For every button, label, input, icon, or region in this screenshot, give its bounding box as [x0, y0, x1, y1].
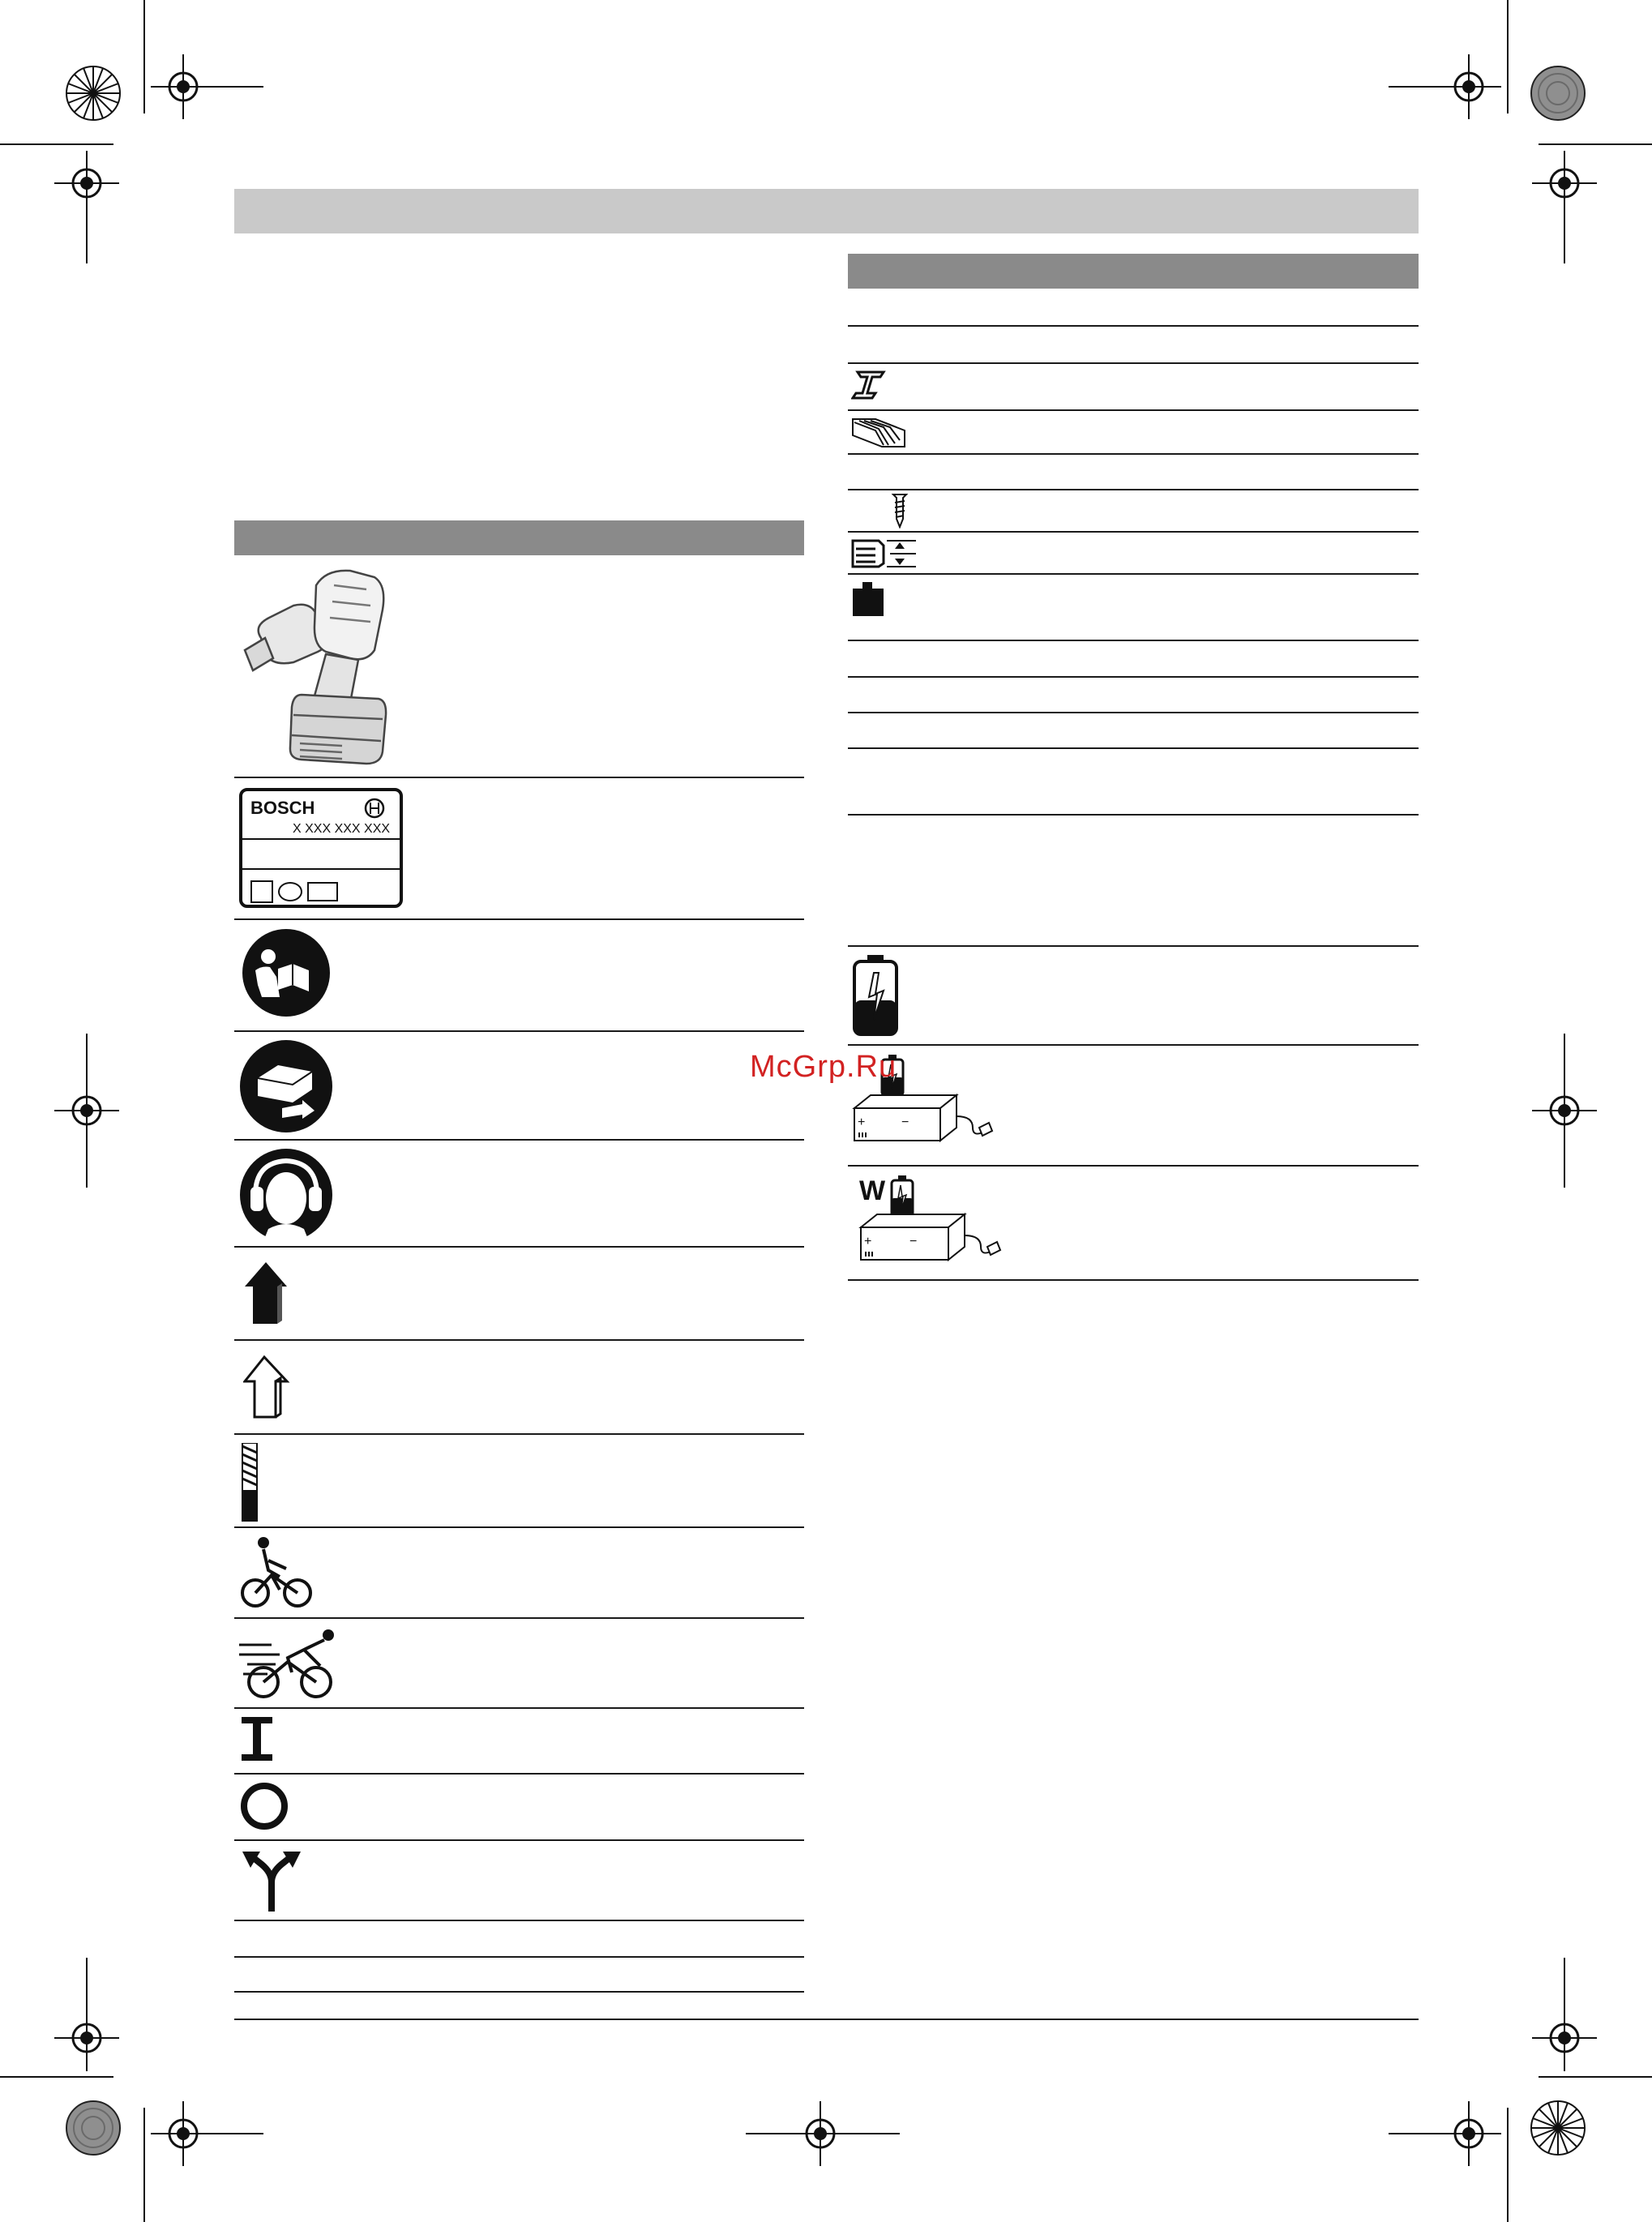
right-row-divider-10 — [848, 712, 1419, 713]
right-row-divider-11 — [848, 747, 1419, 749]
battery-charge-icon — [851, 953, 901, 1038]
arrow-up-outline-icon — [243, 1354, 292, 1420]
page-header-bar — [234, 189, 1419, 233]
rating-plate-icon — [239, 788, 403, 908]
arrow-up-filled-icon — [243, 1261, 292, 1325]
slow-cyclist-icon — [239, 1536, 320, 1611]
read-manual-icon — [238, 928, 335, 1017]
right-row-divider-16 — [848, 1279, 1419, 1281]
rating-plate-rect — [307, 882, 338, 901]
rating-plate-line-2 — [242, 868, 400, 870]
right-row-divider-12 — [848, 814, 1419, 816]
right-row-divider-13 — [848, 945, 1419, 947]
steel-beam-icon — [851, 369, 887, 401]
right-row-divider-1 — [848, 325, 1419, 327]
switch-off-icon — [239, 1781, 289, 1831]
charger-minus: − — [901, 1115, 909, 1129]
left-row-divider-4 — [234, 1139, 804, 1141]
right-row-divider-4 — [848, 453, 1419, 455]
watermark-text: McGrp.Ru — [750, 1050, 897, 1084]
charger-watt-minus: − — [909, 1235, 918, 1248]
switch-on-icon — [240, 1715, 276, 1764]
rating-plate-line — [242, 838, 400, 840]
left-row-divider-11 — [234, 1773, 804, 1775]
left-row-divider-8 — [234, 1526, 804, 1528]
drill-bit-icon — [240, 1443, 261, 1524]
right-row-divider-9 — [848, 676, 1419, 678]
left-row-divider-10 — [234, 1707, 804, 1709]
rating-plate-brand: BOSCH — [250, 798, 315, 818]
left-row-divider-5 — [234, 1246, 804, 1248]
chuck-clamping-icon — [851, 537, 919, 570]
rating-plate-square — [250, 880, 273, 903]
left-row-divider-9 — [234, 1617, 804, 1619]
screw-icon — [888, 491, 911, 529]
fast-cyclist-icon — [239, 1625, 349, 1702]
cordless-drill-image — [237, 561, 399, 772]
charger-watt-icon — [851, 1171, 1002, 1276]
weight-icon — [851, 580, 885, 619]
left-row-divider-1 — [234, 777, 804, 778]
wood-grain-icon — [851, 416, 906, 450]
right-row-divider-8 — [848, 640, 1419, 641]
charger-watt-plus: + — [864, 1235, 872, 1248]
left-row-divider-3 — [234, 1030, 804, 1032]
right-row-divider-5 — [848, 489, 1419, 490]
left-row-divider-13 — [234, 1920, 804, 1921]
right-section-header — [848, 254, 1419, 289]
right-row-divider-14 — [848, 1044, 1419, 1046]
left-row-divider-14 — [234, 1956, 804, 1958]
left-section-header — [234, 520, 804, 555]
rating-plate-oval — [278, 882, 302, 901]
right-row-divider-6 — [848, 531, 1419, 533]
right-row-divider-2 — [848, 362, 1419, 364]
right-row-divider-15 — [848, 1165, 1419, 1167]
left-row-divider-15 — [234, 1991, 804, 1993]
bosch-logo-icon — [362, 796, 387, 820]
left-row-divider-2 — [234, 918, 804, 920]
footer-rule — [234, 2019, 1419, 2020]
hearing-protection-icon — [238, 1148, 335, 1242]
left-row-divider-12 — [234, 1839, 804, 1841]
charger-watt-letter: W — [859, 1175, 886, 1206]
left-row-divider-6 — [234, 1339, 804, 1341]
fork-arrow-icon — [239, 1848, 312, 1913]
remove-battery-icon — [238, 1039, 335, 1133]
left-row-divider-7 — [234, 1433, 804, 1435]
charger-plus: + — [858, 1115, 866, 1129]
rating-plate-number: X XXX XXX XXX — [293, 822, 391, 836]
right-row-divider-3 — [848, 409, 1419, 411]
right-row-divider-7 — [848, 573, 1419, 575]
